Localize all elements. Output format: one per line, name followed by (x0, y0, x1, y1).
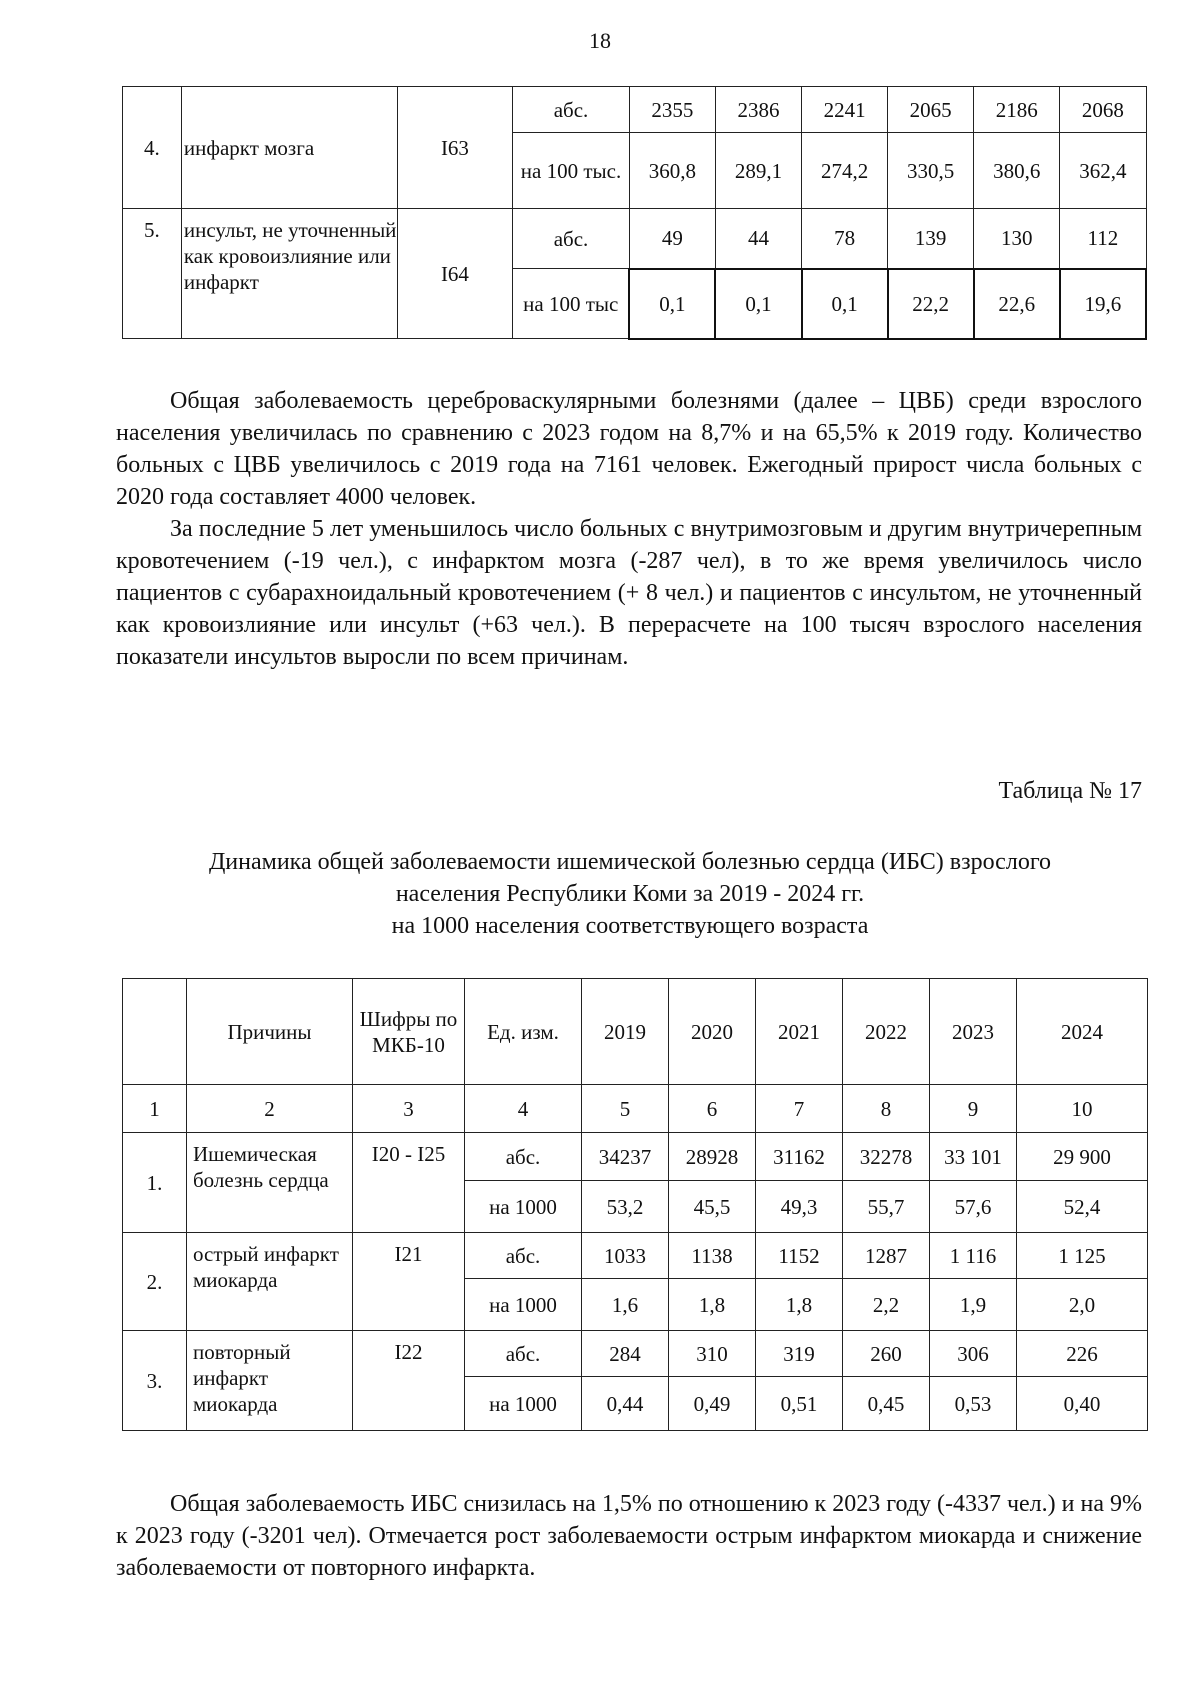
unit-cell: на 1000 (465, 1181, 582, 1233)
value-cell: 32278 (843, 1133, 930, 1181)
page-number: 18 (589, 28, 611, 53)
table-title (0, 846, 1200, 942)
value-cell: 2241 (802, 87, 888, 133)
value-cell: 2386 (715, 87, 801, 133)
row-number: 5. (123, 209, 182, 339)
value-cell: 360,8 (629, 133, 715, 209)
value-cell: 284 (582, 1331, 669, 1377)
value-cell: 289,1 (715, 133, 801, 209)
text-block-bottom (116, 1488, 1142, 1584)
value-cell: 78 (802, 209, 888, 269)
unit-cell: на 100 тыс (513, 269, 630, 339)
paragraph: Общая заболеваемость ИБС снизилась на 1,5% по отношению к 2023 году (-4337 чел.) и на 9% к 2023 году (-3201 чел). Отмечается рост заболеваемости острым инфарктом миокарда и снижение заболеваемости от повторного инфаркта. (116, 1491, 1142, 1581)
column-number: 8 (843, 1085, 930, 1133)
value-cell: 0,51 (756, 1377, 843, 1431)
value-cell: 29 900 (1017, 1133, 1148, 1181)
column-number: 5 (582, 1085, 669, 1133)
value-cell: 2,2 (843, 1279, 930, 1331)
table-header-row (123, 979, 1148, 1085)
value-cell: 2,0 (1017, 1279, 1148, 1331)
cause-cell: инсульт, не уточненный как кровоизлияние или инфаркт (181, 209, 397, 339)
cause-cell: острый инфаркт миокарда (187, 1233, 353, 1331)
value-cell: 55,7 (843, 1181, 930, 1233)
value-cell: 1 125 (1017, 1233, 1148, 1279)
column-number: 7 (756, 1085, 843, 1133)
value-cell: 31162 (756, 1133, 843, 1181)
icd-code-cell: I21 (353, 1233, 465, 1331)
header-number (123, 979, 187, 1085)
value-cell: 57,6 (930, 1181, 1017, 1233)
value-cell: 362,4 (1060, 133, 1146, 209)
table-label: Таблица № 17 (998, 778, 1142, 804)
header-year: 2022 (843, 979, 930, 1085)
row-number: 4. (123, 87, 182, 209)
table-title-line: Динамика общей заболеваемости ишемической болезнью сердца (ИБС) взрослого (208, 849, 1052, 875)
unit-cell: абс. (465, 1331, 582, 1377)
value-cell: 130 (974, 209, 1060, 269)
column-number: 4 (465, 1085, 582, 1133)
header-year: 2020 (669, 979, 756, 1085)
value-cell: 274,2 (802, 133, 888, 209)
cause-cell: Ишемическая болезнь сердца (187, 1133, 353, 1233)
column-number: 1 (123, 1085, 187, 1133)
icd-code-cell: I22 (353, 1331, 465, 1431)
value-cell: 310 (669, 1331, 756, 1377)
header-year: 2024 (1017, 979, 1148, 1085)
value-cell: 226 (1017, 1331, 1148, 1377)
column-number: 2 (187, 1085, 353, 1133)
value-cell: 45,5 (669, 1181, 756, 1233)
value-cell: 49,3 (756, 1181, 843, 1233)
row-number: 3. (123, 1331, 187, 1431)
icd-code-cell: I63 (397, 87, 513, 209)
value-cell: 19,6 (1060, 269, 1146, 339)
value-cell: 1 116 (930, 1233, 1017, 1279)
value-cell: 2355 (629, 87, 715, 133)
value-cell: 260 (843, 1331, 930, 1377)
unit-cell: на 1000 (465, 1377, 582, 1431)
value-cell: 1152 (756, 1233, 843, 1279)
value-cell: 0,40 (1017, 1377, 1148, 1431)
value-cell: 306 (930, 1331, 1017, 1377)
value-cell: 1287 (843, 1233, 930, 1279)
value-cell: 52,4 (1017, 1181, 1148, 1233)
header-year: 2021 (756, 979, 843, 1085)
table-17 (122, 978, 1148, 1431)
paragraph: Общая заболеваемость цереброваскулярными болезнями (далее – ЦВБ) среди взрослого населения увеличилась по сравнению с 2023 годом на 8,7% и на 65,5% к 2019 году. Количество больных с ЦВБ увеличилось с 2019 года на 7161 человек. Ежегодный прирост числа больных с 2020 года составляет 4000 человек. (116, 388, 1142, 510)
table-title-line: на 1000 населения соответствующего возраста (391, 913, 869, 939)
value-cell: 1,8 (756, 1279, 843, 1331)
value-cell: 1033 (582, 1233, 669, 1279)
value-cell: 0,1 (715, 269, 801, 339)
column-number: 10 (1017, 1085, 1148, 1133)
value-cell: 2068 (1060, 87, 1146, 133)
unit-cell: на 100 тыс. (513, 133, 630, 209)
value-cell: 44 (715, 209, 801, 269)
value-cell: 34237 (582, 1133, 669, 1181)
unit-cell: на 1000 (465, 1279, 582, 1331)
column-number: 3 (353, 1085, 465, 1133)
value-cell: 22,2 (888, 269, 974, 339)
row-number: 2. (123, 1233, 187, 1331)
icd-code-cell: I64 (397, 209, 513, 339)
table-row (123, 87, 1147, 133)
value-cell: 0,1 (802, 269, 888, 339)
paragraph: За последние 5 лет уменьшилось число больных с внутримозговым и другим внутричерепным кровотечением (-19 чел.), с инфарктом мозга (-287 чел), в то же время увеличилось число пациентов с субарахноидальный кровотечением (+ 8 чел.) и пациентов с инсультом, не уточненный как кровоизлияние или инсульт (+63 чел.). В перерасчете на 100 тысяч взрослого населения показатели инсультов выросли по всем причинам. (116, 516, 1142, 670)
cause-cell: повторный инфаркт миокарда (187, 1331, 353, 1431)
unit-cell: абс. (513, 87, 630, 133)
value-cell: 330,5 (888, 133, 974, 209)
table-row (123, 1133, 1148, 1181)
icd-code-cell: I20 - I25 (353, 1133, 465, 1233)
unit-cell: абс. (513, 209, 630, 269)
unit-cell: абс. (465, 1233, 582, 1279)
cause-cell: инфаркт мозга (181, 87, 397, 209)
value-cell: 380,6 (974, 133, 1060, 209)
table-row (123, 209, 1147, 269)
header-year: 2023 (930, 979, 1017, 1085)
value-cell: 319 (756, 1331, 843, 1377)
value-cell: 0,44 (582, 1377, 669, 1431)
table-row (123, 1331, 1148, 1377)
header-icd-code: Шифры по МКБ-10 (353, 979, 465, 1085)
value-cell: 28928 (669, 1133, 756, 1181)
unit-cell: абс. (465, 1133, 582, 1181)
value-cell: 112 (1060, 209, 1146, 269)
header-unit: Ед. изм. (465, 979, 582, 1085)
value-cell: 53,2 (582, 1181, 669, 1233)
value-cell: 139 (888, 209, 974, 269)
value-cell: 1,9 (930, 1279, 1017, 1331)
column-number-row (123, 1085, 1148, 1133)
value-cell: 0,49 (669, 1377, 756, 1431)
column-number: 9 (930, 1085, 1017, 1133)
value-cell: 0,53 (930, 1377, 1017, 1431)
value-cell: 33 101 (930, 1133, 1017, 1181)
text-block-top (116, 385, 1142, 673)
value-cell: 1138 (669, 1233, 756, 1279)
column-number: 6 (669, 1085, 756, 1133)
value-cell: 22,6 (974, 269, 1060, 339)
header-year: 2019 (582, 979, 669, 1085)
row-number: 1. (123, 1133, 187, 1233)
value-cell: 1,8 (669, 1279, 756, 1331)
value-cell: 49 (629, 209, 715, 269)
table-16-continued (122, 86, 1147, 340)
value-cell: 1,6 (582, 1279, 669, 1331)
value-cell: 0,45 (843, 1377, 930, 1431)
table-row (123, 1233, 1148, 1279)
value-cell: 0,1 (629, 269, 715, 339)
table-title-line: населения Республики Коми за 2019 - 2024 гг. (395, 881, 865, 907)
value-cell: 2065 (888, 87, 974, 133)
header-cause: Причины (187, 979, 353, 1085)
value-cell: 2186 (974, 87, 1060, 133)
